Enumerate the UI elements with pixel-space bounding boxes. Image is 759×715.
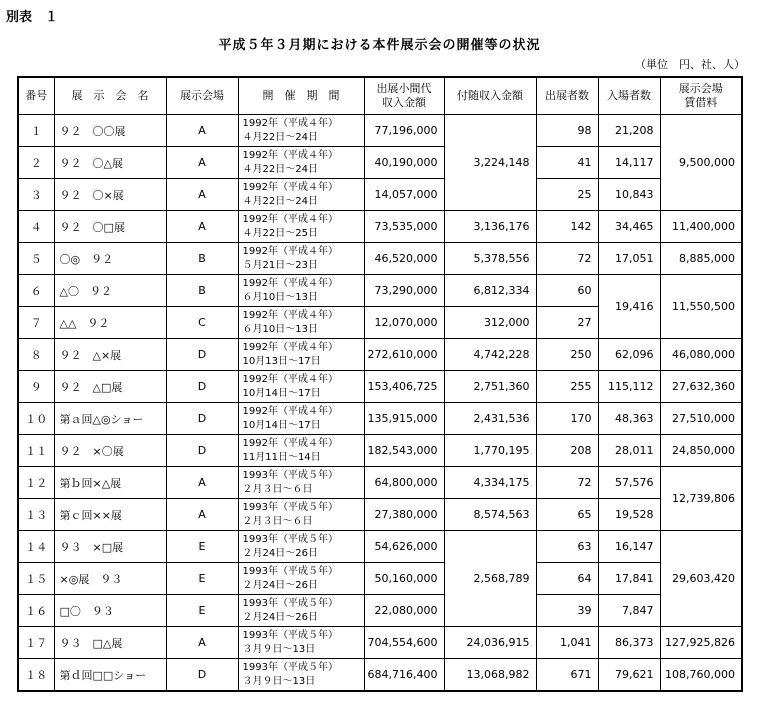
row-number: ８	[18, 339, 54, 371]
exhibitor-count: 1,041	[536, 627, 598, 659]
period	[238, 595, 364, 627]
booth-revenue: 73,535,000	[364, 211, 444, 243]
booth-revenue: 12,070,000	[364, 307, 444, 339]
unit-note: （単位 円、社、人）	[635, 58, 745, 71]
venue: A	[166, 147, 238, 179]
period	[238, 435, 364, 467]
table-row	[18, 275, 742, 307]
period-year: 1992年（平成４年）	[242, 245, 338, 257]
exhibition-name: ×◎展 ９３	[54, 563, 166, 595]
visitor-count: 28,011	[598, 435, 660, 467]
row-number: １１	[18, 435, 54, 467]
period-dates: ３月９日～13日	[242, 643, 316, 655]
header-name: 展 示 会 名	[54, 77, 166, 115]
venue: A	[166, 467, 238, 499]
exhibition-name: □〇 ９３	[54, 595, 166, 627]
subsidiary-revenue: 2,568,789	[444, 531, 536, 627]
period	[238, 179, 364, 211]
period-year: 1992年（平成４年）	[242, 213, 338, 225]
booth-revenue: 46,520,000	[364, 243, 444, 275]
table-row	[18, 403, 742, 435]
row-number: １	[18, 115, 54, 147]
period-dates: ２月３日～６日	[242, 483, 313, 495]
period	[238, 275, 364, 307]
booth-revenue: 77,196,000	[364, 115, 444, 147]
venue-rent: 29,603,420	[660, 531, 742, 627]
header-revenue	[364, 77, 444, 115]
booth-revenue: 153,406,725	[364, 371, 444, 403]
period	[238, 339, 364, 371]
appendix-label: 別表 １	[6, 10, 59, 25]
period-dates: ６月10日～13日	[242, 323, 318, 335]
exhibitor-count: 63	[536, 531, 598, 563]
venue: D	[166, 339, 238, 371]
table-row	[18, 467, 742, 499]
header-period: 開 催 期 間	[238, 77, 364, 115]
exhibitor-count: 671	[536, 659, 598, 692]
period-year: 1992年（平成４年）	[242, 309, 338, 321]
period	[238, 531, 364, 563]
row-number: １８	[18, 659, 54, 692]
booth-revenue: 22,080,000	[364, 595, 444, 627]
period-dates: 11月11日～14日	[242, 451, 321, 463]
venue-rent: 27,510,000	[660, 403, 742, 435]
venue: B	[166, 243, 238, 275]
period-dates: ４月22日～24日	[242, 163, 318, 175]
booth-revenue: 135,915,000	[364, 403, 444, 435]
period	[238, 211, 364, 243]
period	[238, 115, 364, 147]
table-row	[18, 435, 742, 467]
venue-rent: 11,400,000	[660, 211, 742, 243]
exhibition-table	[17, 76, 743, 692]
period-year: 1993年（平成５年）	[242, 629, 338, 641]
exhibitor-count: 208	[536, 435, 598, 467]
row-number: １４	[18, 531, 54, 563]
exhibition-name: ９２ 〇×展	[54, 179, 166, 211]
exhibition-name: ９２ 〇□展	[54, 211, 166, 243]
period-dates: ４月22日～24日	[242, 195, 318, 207]
visitor-count: 57,576	[598, 467, 660, 499]
venue: D	[166, 659, 238, 692]
exhibitor-count: 41	[536, 147, 598, 179]
header-revenue-line2: 収入金額	[382, 96, 426, 109]
exhibition-name: 〇◎ ９２	[54, 243, 166, 275]
subsidiary-revenue: 4,334,175	[444, 467, 536, 499]
exhibitor-count: 60	[536, 275, 598, 307]
header-visitors: 入場者数	[598, 77, 660, 115]
period-dates: 10月14日～17日	[242, 387, 321, 399]
period-dates: ４月22日～25日	[242, 227, 318, 239]
venue-rent: 8,885,000	[660, 243, 742, 275]
period-dates: ２月24日～26日	[242, 611, 318, 623]
period-year: 1993年（平成５年）	[242, 469, 338, 481]
table-row	[18, 115, 742, 147]
subsidiary-revenue: 8,574,563	[444, 499, 536, 531]
table-row	[18, 499, 742, 531]
period	[238, 467, 364, 499]
venue: E	[166, 531, 238, 563]
period-year: 1992年（平成４年）	[242, 277, 338, 289]
exhibitor-count: 98	[536, 115, 598, 147]
period-year: 1993年（平成５年）	[242, 533, 338, 545]
venue: E	[166, 595, 238, 627]
exhibition-name: 第ｃ回××展	[54, 499, 166, 531]
venue: D	[166, 403, 238, 435]
visitor-count: 62,096	[598, 339, 660, 371]
header-no: 番号	[18, 77, 54, 115]
exhibition-name: 第ａ回△◎ショー	[54, 403, 166, 435]
period-dates: ２月24日～26日	[242, 579, 318, 591]
subsidiary-revenue: 24,036,915	[444, 627, 536, 659]
exhibitor-count: 170	[536, 403, 598, 435]
venue-rent: 127,925,826	[660, 627, 742, 659]
venue: E	[166, 563, 238, 595]
visitor-count: 16,147	[598, 531, 660, 563]
visitor-count: 86,373	[598, 627, 660, 659]
visitor-count: 21,208	[598, 115, 660, 147]
row-number: １２	[18, 467, 54, 499]
period-dates: ４月22日～24日	[242, 131, 318, 143]
exhibitor-count: 39	[536, 595, 598, 627]
subsidiary-revenue: 2,751,360	[444, 371, 536, 403]
period-year: 1992年（平成４年）	[242, 181, 338, 193]
period-year: 1993年（平成５年）	[242, 597, 338, 609]
exhibitor-count: 27	[536, 307, 598, 339]
venue-rent: 12,739,806	[660, 467, 742, 531]
subsidiary-revenue: 1,770,195	[444, 435, 536, 467]
exhibition-name: ９３ □△展	[54, 627, 166, 659]
venue: C	[166, 307, 238, 339]
period	[238, 499, 364, 531]
table-row	[18, 659, 742, 692]
period	[238, 403, 364, 435]
visitor-count: 115,112	[598, 371, 660, 403]
subsidiary-revenue: 2,431,536	[444, 403, 536, 435]
venue-rent: 27,632,360	[660, 371, 742, 403]
booth-revenue: 684,716,400	[364, 659, 444, 692]
exhibitor-count: 64	[536, 563, 598, 595]
subsidiary-revenue: 6,812,334	[444, 275, 536, 307]
period-year: 1992年（平成４年）	[242, 437, 338, 449]
exhibitor-count: 72	[536, 467, 598, 499]
page-title: 平成５年３月期における本件展示会の開催等の状況	[218, 38, 541, 53]
period-year: 1993年（平成５年）	[242, 565, 338, 577]
period-dates: ２月24日～26日	[242, 547, 318, 559]
period	[238, 659, 364, 692]
exhibition-name: 第ｂ回×△展	[54, 467, 166, 499]
booth-revenue: 704,554,600	[364, 627, 444, 659]
period	[238, 307, 364, 339]
exhibition-name: ９２ ×〇展	[54, 435, 166, 467]
visitor-count: 17,841	[598, 563, 660, 595]
exhibition-name: ９２ 〇△展	[54, 147, 166, 179]
period	[238, 243, 364, 275]
subsidiary-revenue: 3,136,176	[444, 211, 536, 243]
table-row	[18, 243, 742, 275]
visitor-count: 34,465	[598, 211, 660, 243]
booth-revenue: 73,290,000	[364, 275, 444, 307]
booth-revenue: 40,190,000	[364, 147, 444, 179]
row-number: ４	[18, 211, 54, 243]
table-row	[18, 531, 742, 563]
header-subsidiary: 付随収入金額	[444, 77, 536, 115]
header-rent-line2: 賃借料	[684, 96, 718, 109]
table-row	[18, 179, 742, 211]
subsidiary-revenue: 5,378,556	[444, 243, 536, 275]
table-row	[18, 627, 742, 659]
row-number: ７	[18, 307, 54, 339]
visitor-count: 10,843	[598, 179, 660, 211]
period-dates: ６月10日～13日	[242, 291, 318, 303]
table-row	[18, 339, 742, 371]
period	[238, 147, 364, 179]
subsidiary-revenue: 4,742,228	[444, 339, 536, 371]
header-row	[18, 77, 742, 115]
period-year: 1992年（平成４年）	[242, 149, 338, 161]
subsidiary-revenue: 13,068,982	[444, 659, 536, 692]
exhibition-name: ９３ ×□展	[54, 531, 166, 563]
period-year: 1993年（平成５年）	[242, 661, 338, 673]
row-number: １７	[18, 627, 54, 659]
row-number: ５	[18, 243, 54, 275]
row-number: ３	[18, 179, 54, 211]
venue-rent: 108,760,000	[660, 659, 742, 692]
booth-revenue: 54,626,000	[364, 531, 444, 563]
exhibitor-count: 72	[536, 243, 598, 275]
venue: B	[166, 275, 238, 307]
period-dates: ３月９日～13日	[242, 675, 316, 687]
booth-revenue: 14,057,000	[364, 179, 444, 211]
booth-revenue: 27,380,000	[364, 499, 444, 531]
exhibitor-count: 250	[536, 339, 598, 371]
table-row	[18, 147, 742, 179]
header-venue: 展示会場	[166, 77, 238, 115]
venue: D	[166, 435, 238, 467]
period-year: 1992年（平成４年）	[242, 341, 338, 353]
table-row	[18, 211, 742, 243]
venue: A	[166, 627, 238, 659]
visitor-count: 17,051	[598, 243, 660, 275]
row-number: １３	[18, 499, 54, 531]
row-number: ９	[18, 371, 54, 403]
visitor-count: 7,847	[598, 595, 660, 627]
exhibitor-count: 65	[536, 499, 598, 531]
exhibition-name: ９２ 〇〇展	[54, 115, 166, 147]
period	[238, 563, 364, 595]
visitor-count: 19,416	[598, 275, 660, 339]
subsidiary-revenue: 3,224,148	[444, 115, 536, 211]
row-number: １０	[18, 403, 54, 435]
visitor-count: 79,621	[598, 659, 660, 692]
booth-revenue: 50,160,000	[364, 563, 444, 595]
venue: A	[166, 115, 238, 147]
header-revenue-line1: 出展小間代	[376, 82, 432, 95]
venue-rent: 11,550,500	[660, 275, 742, 339]
venue: A	[166, 179, 238, 211]
period-year: 1992年（平成４年）	[242, 405, 338, 417]
table-row	[18, 371, 742, 403]
header-rent-line1: 展示会場	[678, 82, 723, 95]
visitor-count: 19,528	[598, 499, 660, 531]
period	[238, 371, 364, 403]
venue: A	[166, 211, 238, 243]
booth-revenue: 272,610,000	[364, 339, 444, 371]
exhibition-name: ９２ △□展	[54, 371, 166, 403]
period-year: 1992年（平成４年）	[242, 117, 338, 129]
table-row	[18, 595, 742, 627]
row-number: ６	[18, 275, 54, 307]
subsidiary-revenue: 312,000	[444, 307, 536, 339]
exhibitor-count: 25	[536, 179, 598, 211]
header-rent	[660, 77, 742, 115]
visitor-count: 14,117	[598, 147, 660, 179]
period-dates: 10月13日～17日	[242, 355, 321, 367]
row-number: １６	[18, 595, 54, 627]
row-number: ２	[18, 147, 54, 179]
header-exhibitors: 出展者数	[536, 77, 598, 115]
period-dates: 10月14日～17日	[242, 419, 321, 431]
visitor-count: 48,363	[598, 403, 660, 435]
venue: D	[166, 371, 238, 403]
table-row	[18, 563, 742, 595]
exhibitor-count: 255	[536, 371, 598, 403]
period-year: 1993年（平成５年）	[242, 501, 338, 513]
exhibition-name: △△ ９２	[54, 307, 166, 339]
booth-revenue: 182,543,000	[364, 435, 444, 467]
booth-revenue: 64,800,000	[364, 467, 444, 499]
period-dates: ２月３日～６日	[242, 515, 313, 527]
exhibitor-count: 142	[536, 211, 598, 243]
venue-rent: 9,500,000	[660, 115, 742, 211]
period-dates: ５月21日～23日	[242, 259, 318, 271]
row-number: １５	[18, 563, 54, 595]
exhibition-name: 第ｄ回□□ショー	[54, 659, 166, 692]
exhibition-name: △〇 ９２	[54, 275, 166, 307]
exhibition-name: ９２ △×展	[54, 339, 166, 371]
venue-rent: 46,080,000	[660, 339, 742, 371]
period	[238, 627, 364, 659]
venue: A	[166, 499, 238, 531]
period-year: 1992年（平成４年）	[242, 373, 338, 385]
venue-rent: 24,850,000	[660, 435, 742, 467]
